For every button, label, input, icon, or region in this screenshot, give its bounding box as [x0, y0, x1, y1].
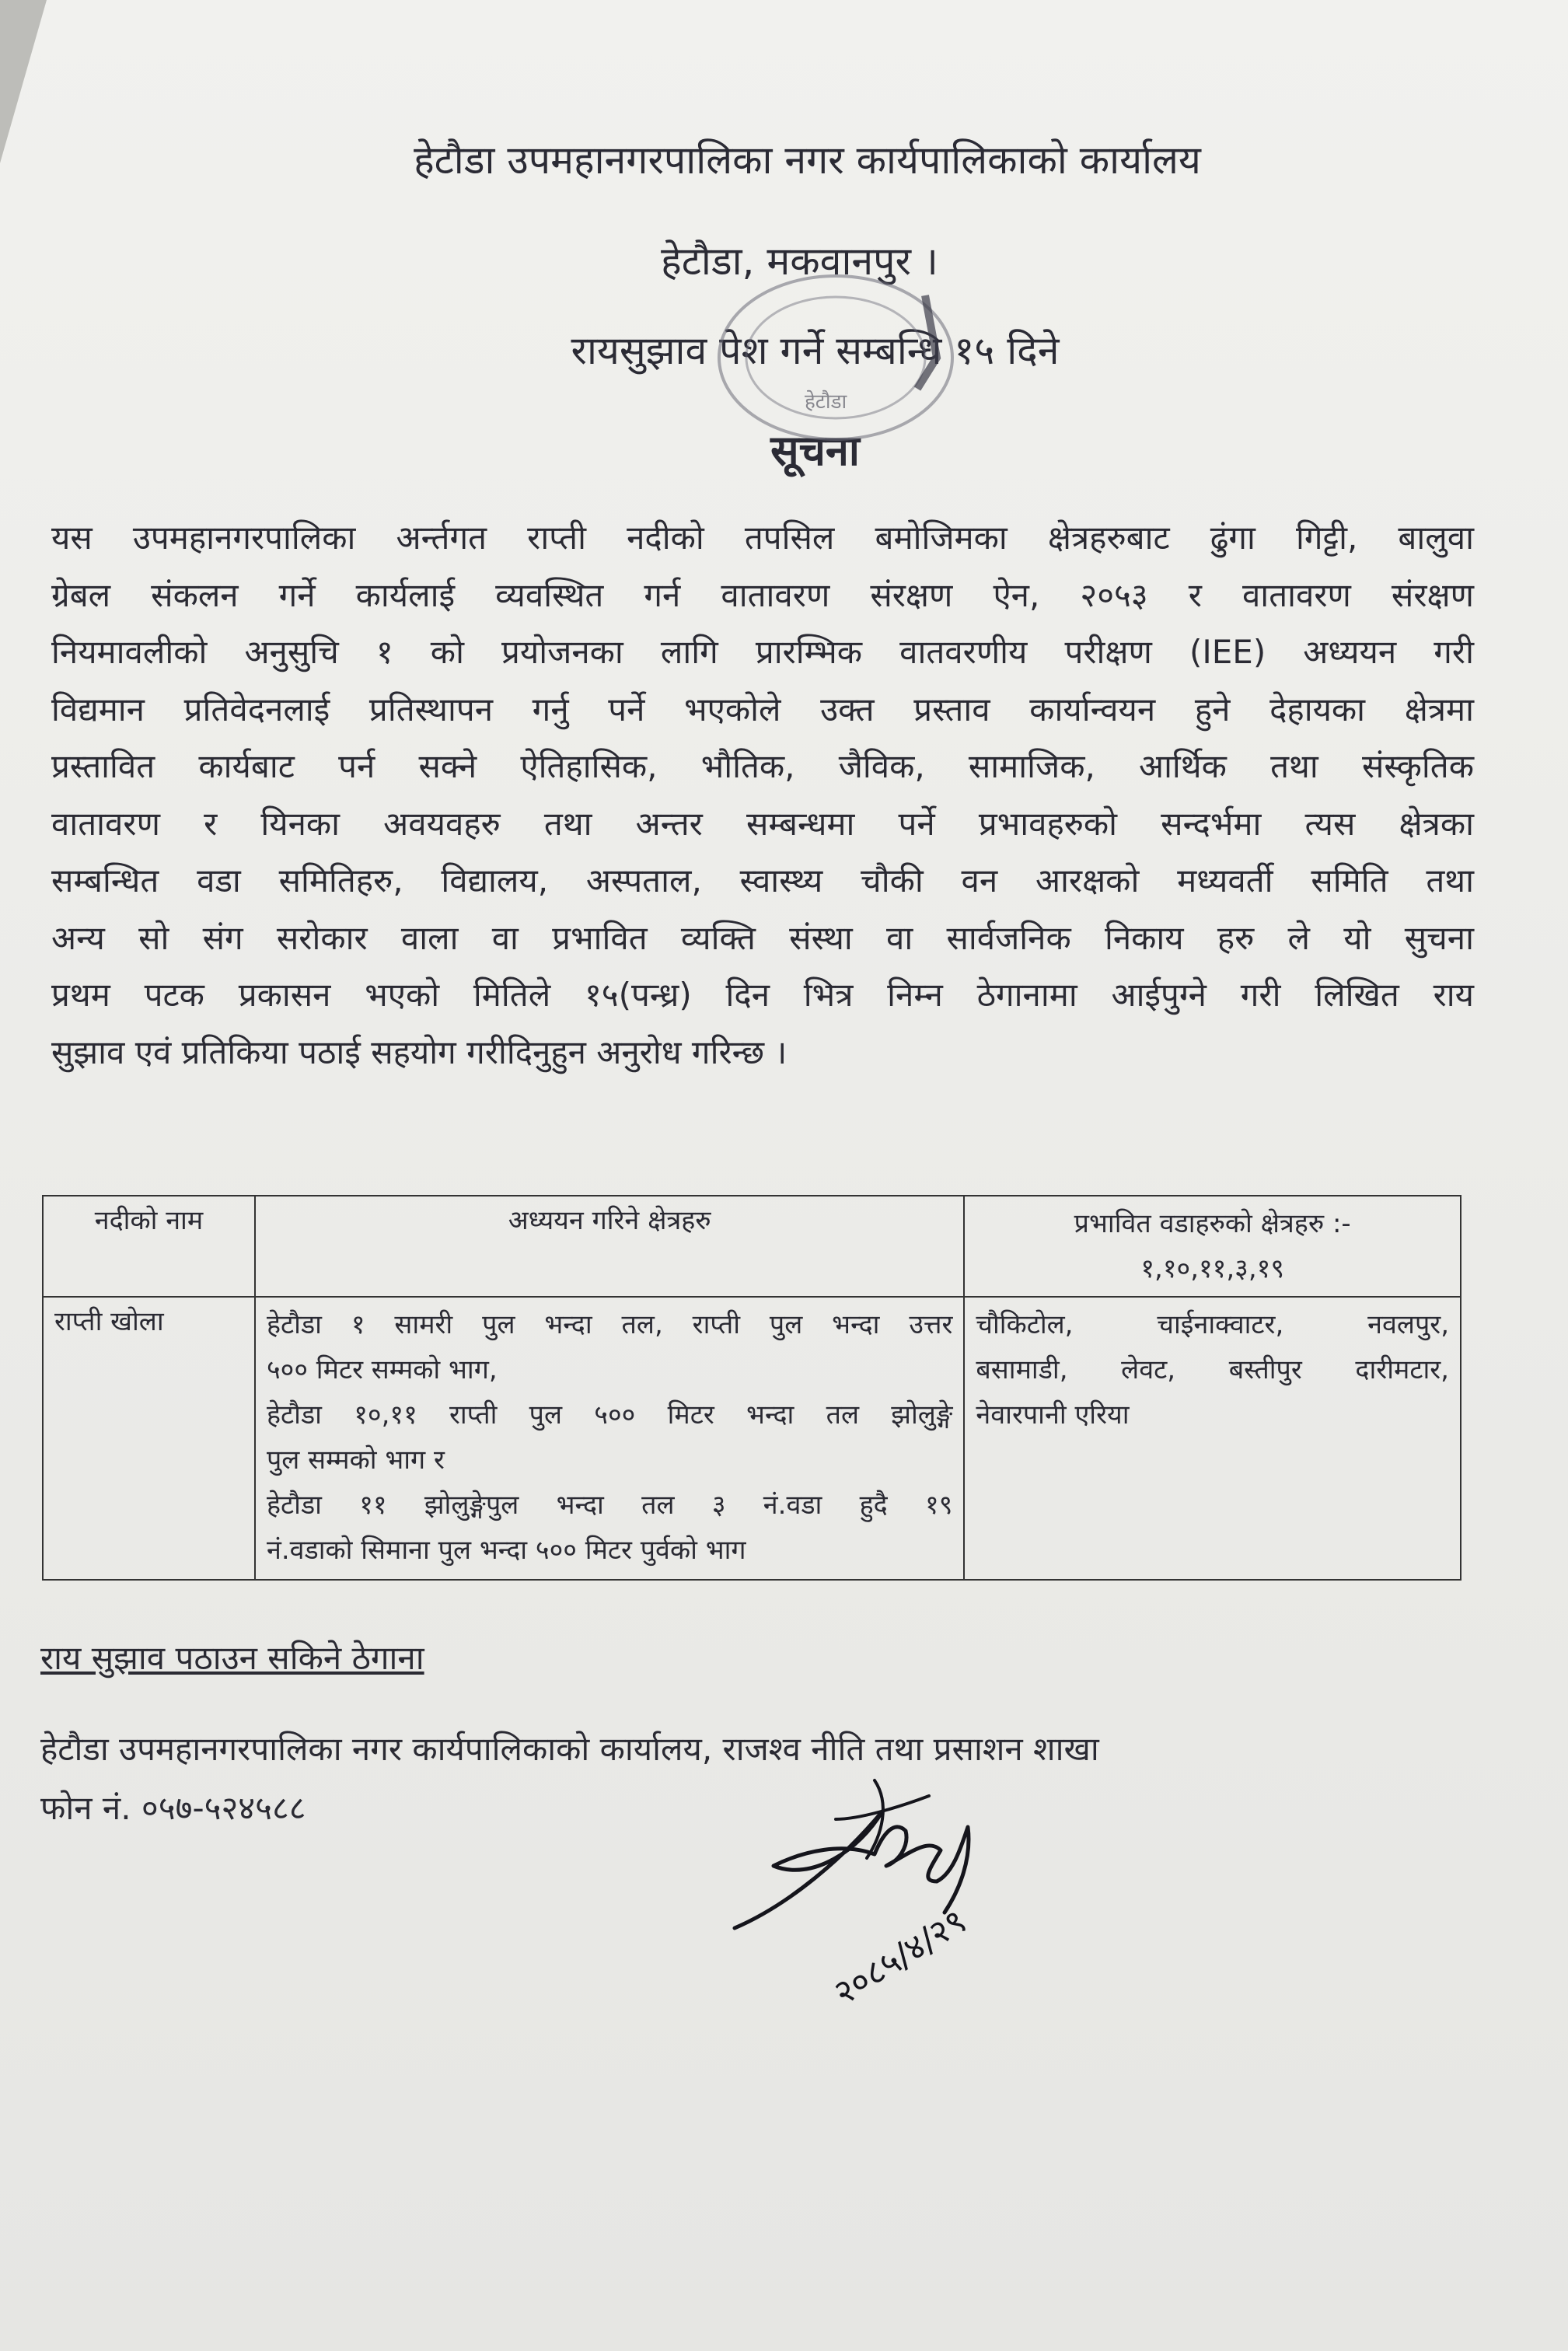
office-stamp-icon [704, 264, 968, 451]
header-river-name: नदीको नाम [43, 1196, 255, 1297]
address-phone: फोन नं. ०५७-५२४५८८ [40, 1789, 306, 1827]
body-line: वातावरण र यिनका अवयवहरु तथा अन्तर सम्बन्धमा पर्ने प्रभावहरुको सन्दर्भमा त्यस क्षेत्रका [51, 804, 1474, 843]
signature-icon [727, 1765, 1053, 2045]
office-title: हेटौडा उपमहानगरपालिका नगर कार्यपालिकाको कार्यालय [414, 138, 1201, 183]
area-line: पुल सम्मको भाग र [266, 1444, 445, 1476]
table-row [43, 1297, 1461, 1580]
area-line: नं.वडाको सिमाना पुल भन्दा ५०० मिटर पुर्वको भाग [266, 1535, 746, 1566]
cell-areas [255, 1297, 964, 1580]
area-line: हेटौडा १ सामरी पुल भन्दा तल, राप्ती पुल भन्दा उत्तर [266, 1309, 953, 1340]
notice-subject: रायसुझाव पेश गर्ने सम्बन्धि १५ दिने [571, 328, 1060, 373]
notice-body [51, 509, 1474, 1081]
ward-line: नेवारपानी एरिया [976, 1399, 1130, 1431]
area-line: हेटौडा ११ झोलुङ्गेपुल भन्दा तल ३ नं.वडा हुदै १९ [266, 1490, 953, 1521]
address-office: हेटौडा उपमहानगरपालिका नगर कार्यपालिकाको कार्यालय, राजश्व नीति तथा प्रसाशन शाखा [40, 1730, 1099, 1768]
office-location: हेटौडा, मकवानपुर । [661, 239, 938, 284]
signature-date: २०८५/४/२९ [826, 1901, 973, 2014]
body-line: प्रस्तावित कार्यबाट पर्न सक्ने ऐतिहासिक, भौतिक, जैविक, सामाजिक, आर्थिक तथा संस्कृतिक [51, 747, 1474, 785]
address-heading: राय सुझाव पठाउन सकिने ठेगाना [40, 1639, 424, 1677]
notice-heading: सूचना [770, 426, 860, 475]
body-line: नियमावलीको अनुसुचि १ को प्रयोजनका लागि प्रारम्भिक वातवरणीय परीक्षण (IEE) अध्ययन गरी [51, 633, 1474, 671]
body-line: सुझाव एवं प्रतिकिया पठाई सहयोग गरीदिनुहुन अनुरोध गरिन्छ । [51, 1032, 787, 1071]
ward-line: चौकिटोल, चाईनाक्वाटर, नवलपुर, [976, 1309, 1449, 1340]
body-line: सम्बन्धित वडा समितिहरु, विद्यालय, अस्पताल, स्वास्थ्य चौकी वन आरक्षको मध्यवर्ती समिति तथा [51, 861, 1474, 900]
study-areas-table [42, 1195, 1461, 1581]
area-line: ५०० मिटर सम्मको भाग, [266, 1354, 498, 1385]
body-line: विद्यमान प्रतिवेदनलाई प्रतिस्थापन गर्नु पर्ने भएकोले उक्त प्रस्ताव कार्यान्वयन हुने देहायका क्षेत्रमा [51, 690, 1474, 728]
area-line: हेटौडा १०,११ राप्ती पुल ५०० मिटर भन्दा तल झोलुङ्गे [266, 1399, 953, 1431]
cell-wards [964, 1297, 1461, 1580]
body-line: यस उपमहानगरपालिका अर्न्तगत राप्ती नदीको तपसिल बमोजिमका क्षेत्रहरुबाट ढुंगा गिट्टी, बालुवा [51, 519, 1474, 557]
body-line: ग्रेबल संकलन गर्ने कार्यलाई व्यवस्थित गर्न वातावरण संरक्षण ऐन, २०५३ र वातावरण संरक्षण [51, 575, 1474, 614]
header-study-areas: अध्ययन गरिने क्षेत्रहरु [255, 1196, 964, 1297]
header-wards-numbers: १,१०,११,३,१९ [1140, 1253, 1285, 1284]
stamp-text: हेटौडा [805, 390, 847, 414]
header-wards-line: प्रभावित वडाहरुको क्षेत्रहरु :- [1074, 1208, 1351, 1239]
cell-river: राप्ती खोला [43, 1297, 255, 1580]
table-header-row [43, 1196, 1461, 1297]
ward-line: बसामाडी, लेवट, बस्तीपुर दारीमटार, [976, 1354, 1449, 1385]
header-affected-wards [964, 1196, 1461, 1297]
body-line: प्रथम पटक प्रकासन भएको मितिले १५(पन्ध्र) दिन भित्र निम्न ठेगानामा आईपुग्ने गरी लिखित राय [51, 976, 1474, 1014]
body-line: अन्य सो संग सरोकार वाला वा प्रभावित व्यक्ति संस्था वा सार्वजनिक निकाय हरु ले यो सुचना [51, 918, 1474, 957]
